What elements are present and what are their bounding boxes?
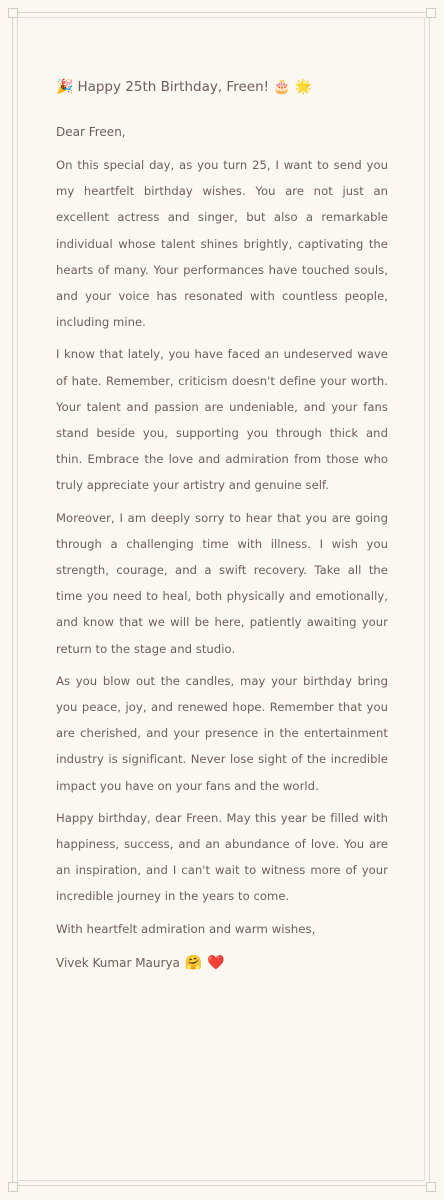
letter-closing: With heartfelt admiration and warm wishes, [56, 921, 316, 936]
frame-corner-bottom-right [426, 1182, 436, 1192]
letter-title-text: Happy 25th Birthday, Freen! [77, 79, 270, 95]
frame-corner-top-left [8, 8, 18, 18]
frame-corner-bottom-left [8, 1182, 18, 1192]
birthday-cake-icon: 🎂 [273, 79, 291, 95]
red-heart-icon: ❤️ [207, 954, 225, 971]
letter-paragraph-1: On this special day, as you turn 25, I want to send you my heartfelt birthday wishes. You are not just an excellent actress and singer, but also a remarkable individual whose talent shines brightly, captivating the hearts of many. Your performances have touched souls, and your voice has resonated with countless people, including mine. [56, 158, 388, 330]
hugging-face-icon: 🤗 [184, 954, 203, 971]
letter-greeting: Dear Freen, [56, 125, 126, 139]
letter-paragraph-2: I know that lately, you have faced an undeserved wave of hate. Remember, criticism doesn't define your worth. Your talent and passion are undeniable, and your fans stand beside you, supporting you through thick and thin. Embrace the love and admiration from those who truly appreciate your artistry and genuine self. [56, 347, 388, 493]
frame-corner-top-right [426, 8, 436, 18]
letter-signature [56, 949, 388, 977]
letter-paragraph-3: Moreover, I am deeply sorry to hear that you are going through a challenging time with illness. I wish you strength, courage, and a swift recovery. Take all the time you need to heal, both physically and emotionally, and know that we will be here, patiently awaiting your return to the stage and studio. [56, 510, 388, 656]
letter-title [56, 70, 388, 104]
party-popper-icon: 🎉 [56, 79, 74, 95]
letter-paragraph-4: As you blow out the candles, may your birthday bring you peace, joy, and renewed hope. Remember that you are cherished, and your presence in the entertainment industry is significant. Never lose sight of the incredible impact you have on your fans and the world. [56, 673, 388, 793]
glowing-star-icon: 🌟 [294, 79, 312, 95]
birthday-letter [56, 70, 388, 977]
letter-paragraph-5: Happy birthday, dear Freen. May this year be filled with happiness, success, and an abundance of love. You are an inspiration, and I can't wait to witness more of your incredible journey in the years to come. [56, 810, 388, 904]
letter-signature-name: Vivek Kumar Maurya [56, 955, 180, 970]
